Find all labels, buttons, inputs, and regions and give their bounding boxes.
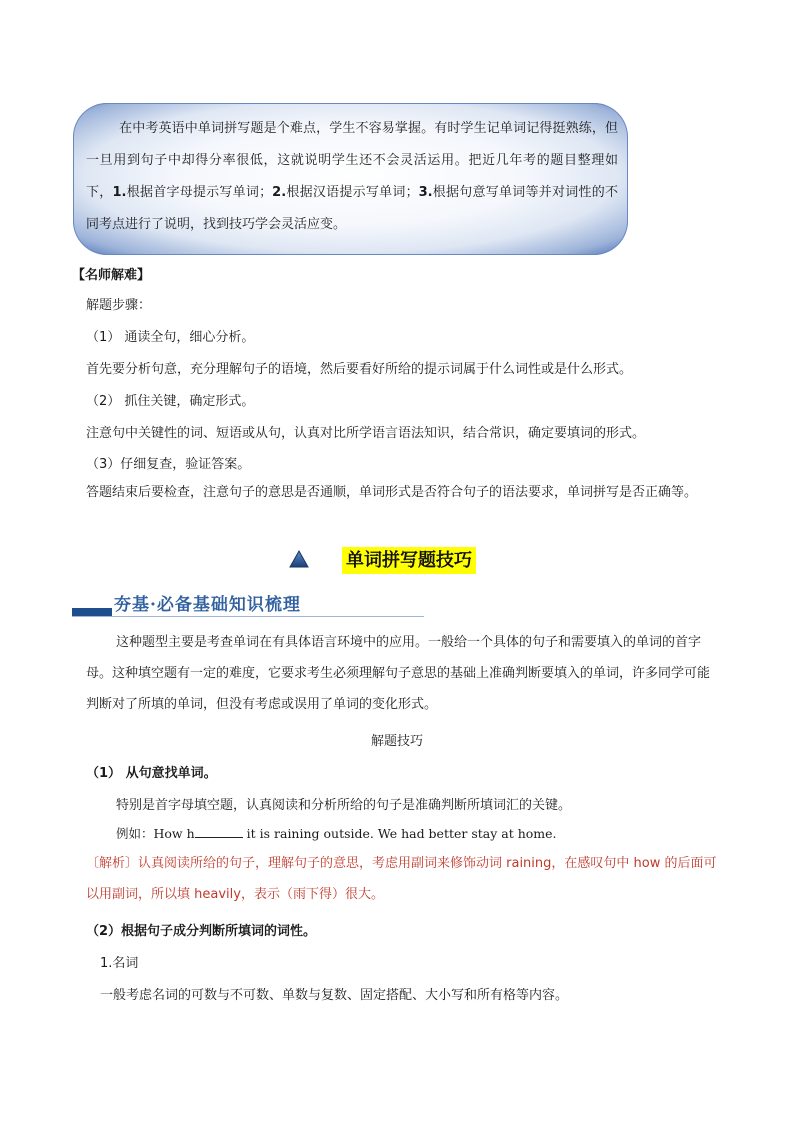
steps-label: 解题步骤：	[86, 298, 152, 313]
step-3: （3）仔细复查，验证答案。	[86, 457, 251, 472]
noun-title: 1.名词	[100, 956, 139, 971]
intro-text-3: 根据汉语提示写单词；	[286, 185, 419, 200]
teacher-heading: 【名师解难】	[72, 268, 151, 283]
intro-text-2: 根据首字母提示写单词；	[126, 185, 273, 200]
banner-underline	[72, 616, 424, 617]
banner-text: 夯基·必备基础知识梳理	[114, 595, 301, 615]
step-2-desc: 注意句中关键性的词、短语或从句，认真对比所学语言语法知识，结合常识，确定要填词的形式。	[86, 426, 646, 441]
step-3-desc: 答题结束后要检查，注意句子的意思是否通顺，单词形式是否符合句子的语法要求，单词拼写是否正确等。	[86, 485, 698, 500]
tip-1-desc: 特别是首字母填空题，认真阅读和分析所给的句子是准确判断所填词汇的关键。	[116, 798, 572, 813]
noun-desc: 一般考虑名词的可数与不可数、单数与复数、固定搭配、大小写和所有格等内容。	[100, 988, 569, 1003]
intro-num-3: 3.	[418, 185, 433, 200]
tips-title: 解题技巧	[370, 734, 423, 749]
analysis-text: 〔解析〕认真阅读所给的句子，理解句子的意思，考虑用副词来修饰动词 raining，在感叹句中 how 的后面可以用副词，所以填 heavily，表示（雨下得）很大。	[86, 856, 717, 902]
intro-text-4: 根据句意写单词等并对词性的不同考点进行了说明，找到技巧学会灵活应变。	[86, 185, 618, 232]
triangle-icon	[289, 550, 309, 568]
example-blank	[195, 825, 243, 838]
step-1-desc: 首先要分析句意，充分理解句子的语境，然后要看好所给的提示词属于什么词性或是什么形式。	[86, 362, 633, 377]
intro-paragraph	[86, 113, 618, 241]
example-prefix: 例如：How h	[116, 826, 195, 841]
tip-1: （1） 从句意找单词。	[86, 766, 217, 781]
intro-text-1: 在中考英语中单词拼写题是个难点，学生不容易掌握。有时学生记单词记得挺熟练，但一旦用到句子中却得分率很低，这就说明学生还不会灵活运用。把近几年考的题目整理如下，	[86, 121, 618, 200]
step-2: （2） 抓住关键，确定形式。	[86, 394, 255, 409]
example-sentence	[116, 824, 557, 842]
example-suffix: it is raining outside. We had better stay at home.	[242, 826, 557, 841]
section-title: 单词拼写题技巧	[342, 547, 476, 574]
step-1: （1） 通读全句，细心分析。	[86, 330, 255, 345]
body-paragraph: 这种题型主要是考查单词在有具体语言环境中的应用。一般给一个具体的句子和需要填入的单词的首字母。这种填空题有一定的难度，它要求考生必须理解句子意思的基础上准确判断要填入的单词，许多同学可能判断对了所填的单词，但没有考虑或误用了单词的变化形式。	[86, 635, 711, 712]
intro-num-2: 2.	[272, 185, 287, 200]
tip-2: （2）根据句子成分判断所填词的词性。	[86, 924, 317, 939]
section-banner	[72, 590, 424, 618]
intro-num-1: 1.	[112, 185, 127, 200]
